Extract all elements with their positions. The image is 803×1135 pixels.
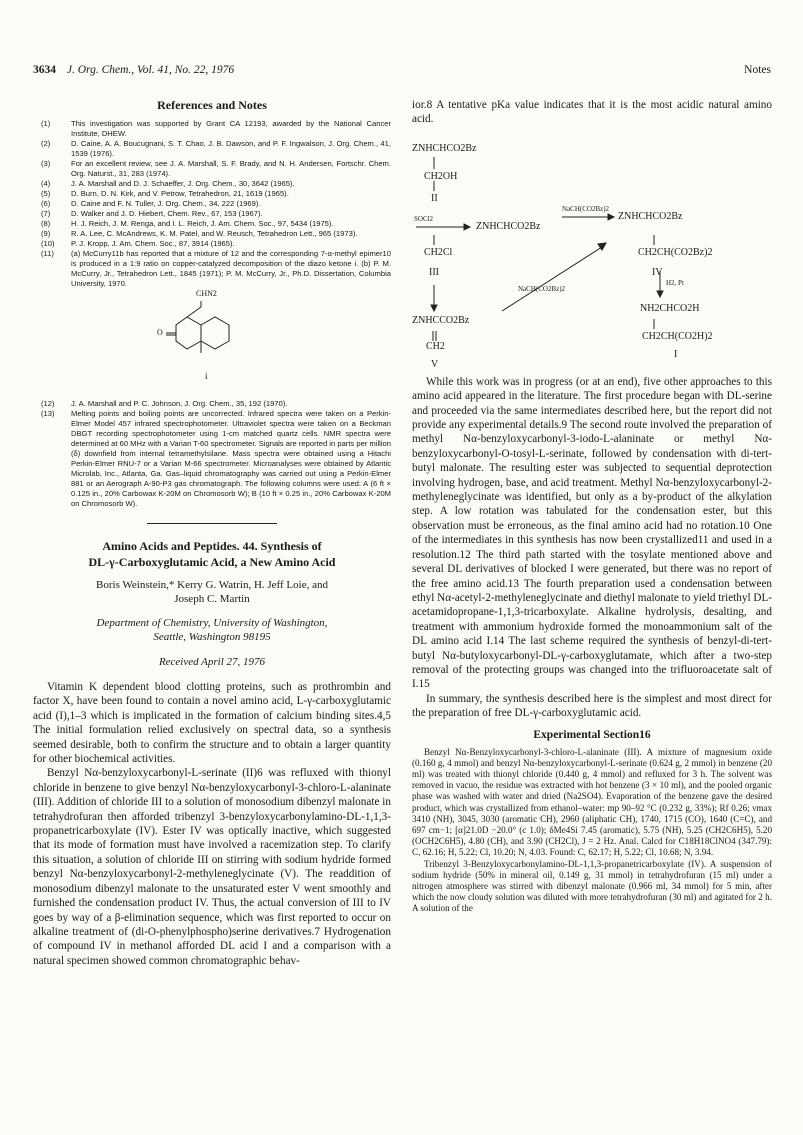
compound-i-top: NH2CHCO2H (640, 302, 700, 314)
reaction-scheme (412, 135, 772, 370)
reference-item (33, 199, 391, 209)
references-list-2 (33, 399, 391, 509)
reference-text: This investigation was supported by Grant CA 12193, awarded by the National Cancer Institute, DHEW. (71, 119, 391, 138)
intro-paragraph: Vitamin K dependent blood clotting proteins, such as prothrombin and factor X, have been found to contain a novel amino acid, L-γ-carboxyglutamic acid (I),1–3 which is implicated in the formation of calcium binding sites.4,5 The initial formulation relied exclusively on spectral data, so a synthesis seemed desirable, both to confirm the structure and to obtain a larger quantity for other biochemical activities. (33, 681, 391, 766)
reagent-socl2: SOCl2 (414, 214, 434, 223)
reference-number: (4) (41, 179, 51, 188)
reference-number: (6) (41, 199, 51, 208)
discussion-paragraph: While this work was in progress (or at an end), five other approaches to this amino acid appeared in the literature. The first procedure began with DL-serine and proceeded via the same intermediates described here, but the report did not provide any experimental details.9 The second route involved the preparation of methyl Nα-benzyloxycarbonyl-3-iodo-L-alaninate or methyl Nα-benzyloxycarbonyl-O-tosyl-L-serinate, followed by condensation with di-tert-butyl malonate. The resulting ester was subjected to sequential deprotection involving hydrogen, base, and acid treatment. Methyl Nα-benzyloxycarbonyl-2-methyleneglycinate was identified, but only as a by-product of the alkylation step. A low rotation was tabulated for the condensation ester, but this observation must be erroneous, as the final amino acid had no rotation.10 One of the intermediates in this synthesis has now been crystallized11 and used in a resolution.12 The third path started with the tosylate mentioned above and several DL derivatives of blocked I were generated, but there was no report of the free amino acid.13 The fourth preparation used a condensation between ethyl Nα-acetyl-2-methyleneglycinate and diethyl malonate to yield triethyl DL-acetamidopropane-1,1,3-tricarboxylate. Alkaline hydrolysis, desalting, and treatment with ammonium hydroxide formed the monoammonium salt of the DL amino acid I.14 The last scheme required the synthesis of benzyl-di-tert-butyl Nα-butyloxycarbonyl-DL-γ-carboxyglutamate, which after a two-step removal of the protecting groups was changed into the trifluoroacetate salt of I.15 (412, 375, 773, 691)
reference-item (33, 159, 391, 179)
reference-number: (10) (41, 239, 55, 248)
compound-iii-mid: CH2Cl (424, 246, 453, 258)
reference-number: (9) (41, 229, 51, 238)
compound-iii-top: ZNHCHCO2Bz (476, 220, 541, 232)
reference-number: (13) (41, 409, 55, 418)
reference-number: (8) (41, 219, 51, 228)
reference-text: H. J. Reich, J. M. Renga, and I. L. Reich, J. Am. Chem. Soc., 97, 5434 (1975). (71, 219, 334, 228)
reference-item (33, 119, 391, 139)
reference-number: (7) (41, 209, 51, 218)
summary-paragraph: In summary, the synthesis described here is the simplest and most direct for the preparation of free DL-γ-carboxyglutamic acid. (412, 692, 772, 720)
reference-text: D. Walker and J. D. Hiebert, Chem. Rev., 67, 153 (1967). (71, 209, 263, 218)
right-column (412, 98, 772, 915)
experimental-heading: Experimental Section16 (533, 728, 651, 741)
reference-text: R. A. Lee, C. McAndrews, K. M. Patel, and W. Reusch, Tetrahedron Lett., 965 (1973). (71, 229, 358, 238)
compound-i-mid: CH2CH(CO2H)2 (642, 330, 713, 342)
reference-item (33, 239, 391, 249)
reference-number: (11) (41, 249, 54, 258)
compound-v-label: V (431, 358, 439, 370)
reference-number: (1) (41, 119, 51, 128)
reference-item (33, 249, 391, 289)
journal-citation: J. Org. Chem., Vol. 41, No. 22, 1976 (66, 64, 235, 76)
references-list (33, 119, 391, 289)
compound-ii-label: II (431, 192, 438, 204)
compound-ii-top: ZNHCHCO2Bz (412, 142, 477, 154)
reference-item (33, 409, 391, 509)
reagent-diagonal: NaCH(CO2Bz)2 (518, 284, 566, 293)
structure-i-group: CHN2 (196, 289, 217, 298)
structure-i-label: i (205, 371, 208, 381)
references-heading: References and Notes (157, 98, 267, 112)
experimental-paragraph-1: Benzyl Nα-Benzyloxycarbonyl-3-chloro-L-alaninate (III). A mixture of magnesium oxide (0.160 g, 4 mmol) and benzyl Nα-benzyloxycarbonyl-L-serinate (0.624 g, 2 mmol) in benzene (20 ml) was treated with thionyl chloride (0.440 g, 4 mmol) and refluxed for 3 h. The solvent was removed in vacuo, the residue was extracted with hot benzene (3 × 10 ml), and the pooled organic phase was washed with water and dried (Na2SO4). Evaporation of the benzene gave the desired product, which was crystallized from ethanol–water: mp 90–92 °C (0.232 g, 33%); Rf 0.26; νmax 3410 (NH), 3045, 3030 (aromatic CH), 2960 (aliphatic CH), 1740, 1715 (CO), 1640 (C=C), and 697 cm−1; [α]21.0D −20.0° (c 1.0); δMe4Si 7.45 (aromatic), 5.75 (NH), 5.25 (CH2C6H5), 5.20 (OCH2C6H5), 4.80 (CH), and 3.90 (CH2Cl), J = 2 Hz. Anal. Calcd for C18H18ClNO4 (347.79): C, 62.16; H, 5.22; Cl, 10.20; N, 4.03. Found: C, 62.17; H, 5.22; Cl, 10.68; N, 3.94. (412, 746, 772, 858)
reference-text: For an excellent review, see J. A. Marshall, S. F. Brady, and N. H. Andersen, Fortschr. Chem. Org. Naturst., 31, 283 (1974). (71, 159, 391, 178)
reference-item (33, 189, 391, 199)
compound-iii-label: III (429, 266, 439, 278)
compound-v-mid: CH2 (426, 340, 445, 352)
structure-i-drawing (33, 289, 391, 399)
reagent-h2pt: H2, Pt (666, 278, 684, 287)
reference-item (33, 399, 391, 409)
section-divider (147, 523, 277, 524)
reference-number: (2) (41, 139, 51, 148)
reference-text: D. Burn, D. N. Kirk, and V. Petrow, Tetrahedron, 21, 1619 (1965). (71, 189, 289, 198)
continued-paragraph: ior.8 A tentative pKa value indicates that it is the most acidic natural amino acid. (412, 99, 772, 126)
compound-iv-mid: CH2CH(CO2Bz)2 (638, 246, 713, 258)
structure-i-oxygen: O (157, 328, 163, 337)
reference-item (33, 209, 391, 219)
experimental-paragraph-2: Tribenzyl 3-Benzyloxycarbonylamino-DL-1,1,3-propanetricarboxylate (IV). A suspension of sodium hydride (50% in mineral oil, 0.149 g, 31 mmol) in tetrahydrofuran (15 ml) under a nitrogen atmosphere was stirred with dibenzyl malonate (0.966 ml, 34 mmol) for 5 min, after which the now cloudy solution was diluted with more tetrahydrofuran (30 ml) and agitated for 2 h. A solution of the (412, 858, 772, 914)
reference-item (33, 229, 391, 239)
authors: Boris Weinstein,* Kerry G. Watrin, H. Jeff Loie, and Joseph C. Martin (96, 579, 328, 605)
reference-number: (5) (41, 189, 51, 198)
compound-i-label: I (674, 348, 678, 360)
reference-text: (a) McCurry11b has reported that a mixture of 12 and the corresponding 7-α-methyl epimer10 is produced in a 1:9 ratio on copper-catalyzed decomposition of the diazo ketone i. (b) P. M. McCurry, Jr., Tetrahedron Lett., 1845 (1971); P. M. McCurry, Jr., Ph.D. Dissertation, Columbia University, 1970. (71, 249, 391, 288)
reference-number: (12) (41, 399, 55, 408)
reference-item (33, 179, 391, 189)
page-number: 3634 (33, 64, 56, 76)
article-title: Amino Acids and Peptides. 44. Synthesis of DL-γ-Carboxyglutamic Acid, a New Amino Acid (88, 539, 336, 569)
reference-number: (3) (41, 159, 51, 168)
reference-text: P. J. Kropp, J. Am. Chem. Soc., 87, 3914 (1965). (71, 239, 235, 248)
page-header (33, 64, 771, 80)
compound-ii-mid: CH2OH (424, 170, 458, 182)
reference-item (33, 139, 391, 159)
reference-text: Melting points and boiling points are uncorrected. Infrared spectra were taken on a Perkin-Elmer Model 457 infrared spectrophotometer. Ultraviolet spectra were taken on a Beckman DBGT recording spectrophotometer using 1-cm matched quartz cells. NMR spectra were determined at 60 MHz with a Varian T-60 spectrometer. Signals are reported in parts per million (δ) downfield from internal tetramethylsilane. Mass spectra were obtained using a Hitachi Perkin-Elmer RNU-7 or a Varian M-66 spectrometer. Microanalyses were obtained by Atlantic Microlab, Inc., Atlanta, Ga. Gas–liquid chromatography was carried out using a Perkin-Elmer 881 or an Aerograph A-90-P3 gas chromatograph. The following columns were used: A (6 ft × 0.125 in., 20% Carbowax K-20M on Chromosorb W); B (10 ft × 0.25 in., 20% Carbowax K-20M on Chromosorb W). (71, 409, 391, 508)
structure-i (33, 289, 391, 399)
reference-item (33, 219, 391, 229)
left-column (33, 98, 391, 968)
reference-text: J. A. Marshall and P. C. Johnson, J. Org. Chem., 35, 192 (1970). (71, 399, 288, 408)
affiliation: Department of Chemistry, University of Washington, Seattle, Washington 98195 (96, 617, 328, 643)
reference-text: D. Caine and F. N. Tuller, J. Org. Chem., 34, 222 (1969). (71, 199, 261, 208)
reference-text: J. A. Marshall and D. J. Schaeffer, J. Org. Chem., 30, 3642 (1965). (71, 179, 295, 188)
section-name: Notes (744, 64, 771, 76)
reagent-malonate: NaCH(CO2Bz)2 (562, 204, 610, 213)
synthesis-paragraph: Benzyl Nα-benzyloxycarbonyl-L-serinate (II)6 was refluxed with thionyl chloride in benzene to give benzyl Nα-benzyloxycarbonyl-3-chloro-L-alaninate (III). Addition of chloride III to a solution of monosodium dibenzyl malonate in tetrahydrofuran then afforded tribenzyl 3-benzyloxycarbonylamino-DL-1,1,3-propanetricarboxylate (IV). Ester IV was optically inactive, which suggested that its mode of formation must have involved a racemization step. To clarify this situation, a solution of chloride III on stirring with sodium hydride formed benzyl Nα-benzyloxycarbonyl-2-methyleneglycinate (V). The readdition of monosodium dibenzyl malonate to the unsaturated ester V went smoothly and furnished the condensation product IV. Thus, the actual conversion of III to IV goes by way of a β-elimination sequence, which was first reported to occur on alkaline treatment of (di-O-phenylphospho)serine derivatives.7 Hydrogenation of compound IV in methanol afforded DL acid I and a comparison with a natural specimen showed common chromatographic behav- (33, 767, 391, 967)
received-date: Received April 27, 1976 (158, 656, 266, 668)
compound-iv-top: ZNHCHCO2Bz (618, 210, 683, 222)
compound-v-top: ZNHCCO2Bz (412, 314, 470, 326)
reference-text: D. Caine, A. A. Boucugnani, S. T. Chao, J. B. Dawson, and P. F. Ingwalson, J. Org. Chem., 41, 1539 (1976). (71, 139, 391, 158)
compound-iv-label: IV (652, 266, 663, 278)
